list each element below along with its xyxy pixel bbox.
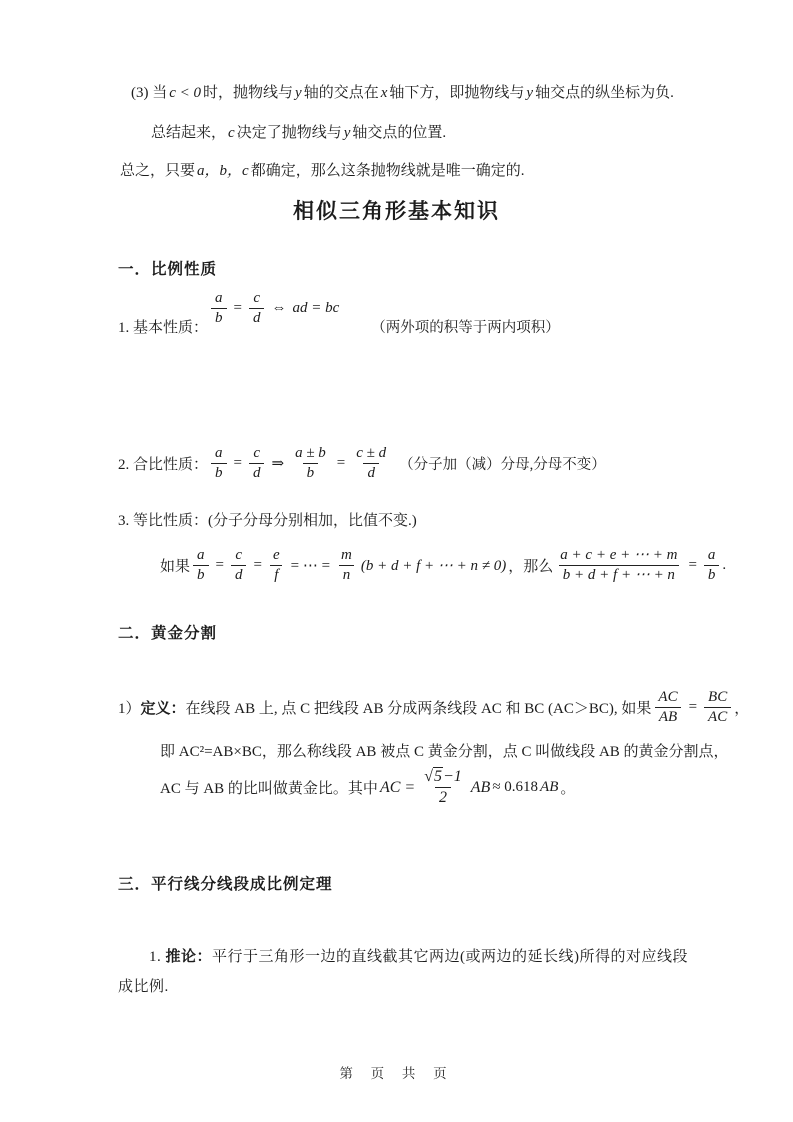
item-note: （分子加（减）分母,分母不变） (399, 457, 606, 474)
page-title: 相似三角形基本知识 (293, 199, 500, 223)
math-segment: x (380, 85, 388, 101)
corollary-body: 平行于三角形一边的直线截其它两边(或两边的延长线)所得的对应线段成比例. (118, 949, 689, 995)
definition-term: 定义： (140, 701, 186, 718)
fraction-denominator: d (231, 565, 247, 584)
math-segment: y (526, 85, 534, 101)
text-segment: 轴交点的纵坐标为负. (535, 85, 674, 101)
fraction-golden (420, 768, 466, 808)
fraction (269, 547, 284, 585)
item-equal-ratio: 3. 等比性质：(分子分母分别相加，比值不变.) (118, 513, 417, 529)
math-segment: c < 0 (169, 85, 202, 101)
list-marker: 1） (118, 701, 141, 718)
equals-sign: = (688, 557, 697, 574)
fraction-denominator: AC (704, 707, 731, 726)
formula-basic-property (208, 290, 341, 328)
iff-arrow: ⇔ (271, 300, 287, 317)
fraction (704, 689, 731, 727)
fraction-numerator: c (253, 290, 261, 306)
fraction-numerator: c (235, 547, 243, 563)
math-segment: y (343, 125, 351, 141)
fraction-numerator (420, 768, 466, 787)
text-segment: (3) 当 (131, 85, 168, 101)
fraction (337, 547, 356, 585)
fraction-denominator: 2 (435, 787, 451, 807)
text-segment: ， (734, 701, 750, 718)
fraction-numerator: c (253, 445, 261, 461)
fraction-numerator: AC (658, 689, 678, 705)
fraction (352, 445, 390, 483)
item-label: 2. 合比性质： (118, 457, 209, 474)
text-segment: 都确定，那么这条抛物线就是唯一确定的. (250, 163, 525, 179)
item-note: （两外项的积等于两内项积） (371, 319, 560, 336)
text-segment: 轴交点的位置. (352, 125, 447, 141)
fraction-denominator: f (270, 565, 282, 584)
text-segment: 在线段 AB 上, 点 C 把线段 AB 分成两条线段 AC 和 BC (AC＞BC), 如果 (185, 701, 652, 718)
equals-sign: = (336, 455, 346, 472)
fraction-numerator: a + c + e + ⋯ + m (560, 547, 678, 563)
section-2-heading: 二．黄金分割 (118, 625, 218, 642)
math-segment: a，b，c (197, 163, 249, 179)
fraction-denominator: d (363, 463, 379, 482)
math-segment: AB (540, 779, 559, 796)
list-marker: 1. (149, 949, 166, 965)
corollary-term: 推论： (165, 949, 213, 965)
golden-ratio-definition-line-3 (160, 768, 575, 808)
equals-sign: = (688, 699, 698, 716)
math-segment: AB (470, 778, 491, 796)
equals-sign: = (215, 557, 224, 574)
golden-ratio-definition-line-1 (118, 689, 749, 727)
item-combined-ratio (118, 445, 606, 483)
fraction-numerator: a (215, 290, 223, 306)
fraction-denominator: AB (655, 707, 681, 726)
fraction (231, 547, 247, 585)
golden-ratio-definition-line-2: 即 AC²=AB×BC，那么称线段 AB 被点 C 黄金分割，点 C 叫做线段 AB 的黄金分割点， (160, 744, 729, 760)
fraction-denominator: b + d + f + ⋯ + n (559, 565, 679, 584)
text-segment: 如果 (160, 559, 191, 576)
intro-line-3 (120, 159, 524, 180)
equals-sign: = (253, 557, 262, 574)
text-segment: 轴下方，即抛物线与 (389, 85, 525, 101)
fraction-numerator: m (341, 547, 352, 563)
section-3-heading: 三．平行线分线段成比例定理 (118, 876, 333, 893)
implies-arrow: ⇒ (271, 456, 285, 473)
text-segment: 时，抛物线与 (203, 85, 294, 101)
fraction (249, 445, 265, 483)
equals-sign: = (233, 455, 242, 472)
fraction-numerator: a ± b (295, 445, 326, 461)
fraction (249, 290, 265, 328)
text-segment: ，那么 (508, 559, 554, 576)
equation-ratio-chain (160, 547, 726, 585)
fraction-numerator: a (215, 445, 223, 461)
item-label: 1. 基本性质： (118, 319, 209, 336)
fraction-denominator: b (211, 463, 227, 482)
text-segment: 轴的交点在 (303, 85, 379, 101)
fraction-sum (556, 547, 681, 585)
text-segment: 总结起来， (151, 125, 227, 141)
approx-value: ≈ 0.618 (492, 779, 539, 796)
radical-sign: √ (424, 768, 433, 785)
fraction-denominator: b (704, 565, 720, 584)
math-condition: (b + d + f + ⋯ + n ≠ 0) (360, 558, 507, 575)
text-segment: 总之，只要 (120, 163, 196, 179)
corollary-paragraph (118, 942, 693, 1002)
math-segment: y (295, 85, 302, 101)
fraction-numerator: e (272, 547, 280, 563)
text-segment: AC 与 AB 的比叫做黄金比。其中 (160, 781, 378, 798)
page-footer: 第 页 共 页 (339, 1066, 454, 1081)
math-segment: c (228, 125, 235, 141)
fraction-denominator: b (303, 463, 319, 482)
numerator-rest: −1 (442, 768, 462, 785)
text-segment: . (722, 557, 727, 574)
equals-sign: = (233, 300, 242, 317)
math-segment: AC = (379, 778, 416, 796)
fraction-denominator: d (249, 463, 265, 482)
fraction (211, 290, 227, 328)
item-basic-property (118, 290, 560, 337)
intro-line-1 (131, 81, 674, 102)
fraction (654, 689, 681, 727)
fraction-denominator: n (339, 565, 355, 584)
fraction (704, 547, 720, 585)
fraction-numerator: a (197, 547, 205, 563)
fraction-denominator: b (193, 565, 209, 584)
radicand: 5 (433, 768, 442, 785)
fraction-denominator: d (249, 308, 265, 327)
text-segment: 决定了抛物线与 (236, 125, 342, 141)
math-segment: ad = bc (292, 300, 340, 317)
intro-line-2 (151, 121, 446, 142)
equals-ellipsis: = ⋯ = (290, 558, 331, 575)
fraction-numerator: a (707, 547, 716, 563)
fraction (291, 445, 330, 483)
fraction-numerator: BC (708, 689, 728, 705)
fraction (211, 445, 227, 483)
section-1-heading: 一．比例性质 (118, 261, 218, 278)
text-segment: 。 (560, 781, 576, 798)
fraction (193, 547, 209, 585)
fraction-denominator: b (211, 308, 227, 327)
fraction-numerator: c ± d (356, 445, 387, 461)
